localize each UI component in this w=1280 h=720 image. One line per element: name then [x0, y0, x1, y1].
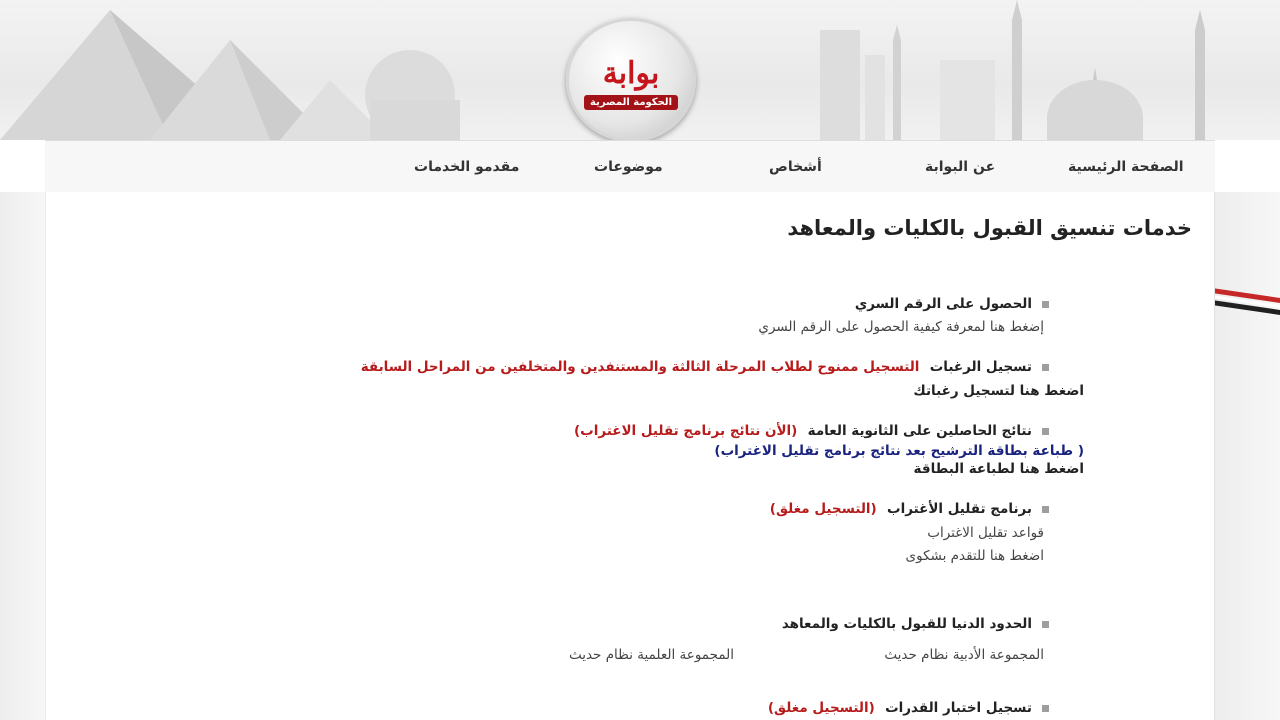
section-secret-number: [855, 295, 1049, 313]
section-preferences: [361, 358, 1049, 376]
site-logo[interactable]: [566, 18, 696, 140]
complaint-link[interactable]: اضغط هنا للتقدم بشكوى: [905, 548, 1044, 564]
main-nav: [45, 140, 1215, 192]
logo-main-text: بوابة: [602, 55, 660, 91]
nav-item-people[interactable]: أشخاص: [769, 159, 822, 175]
min-limits-title: الحدود الدنيا للقبول بالكليات والمعاهد: [781, 616, 1032, 632]
alienation-rules-link[interactable]: قواعد تقليل الاغتراب: [927, 525, 1044, 541]
left-shade: [0, 192, 45, 720]
section-alienation: [770, 500, 1049, 518]
scientific-group-link[interactable]: المجموعة العلمية نظام حديث: [568, 647, 734, 663]
right-shade: [1215, 192, 1280, 720]
section-results: [574, 422, 1049, 440]
results-print-note: ( طباعة بطاقة الترشيح بعد نتائج برنامج تقليل الاغتراب): [714, 443, 1084, 459]
alienation-title: برنامج تقليل الأغتراب: [887, 501, 1032, 517]
preferences-notice: التسجيل ممنوح لطلاب المرحلة الثالثة والمستنفدين والمتخلفين من المراحل السابقة: [360, 359, 920, 375]
nav-item-topics[interactable]: موضوعات: [594, 159, 663, 175]
results-title: نتائج الحاصلين على الثانوية العامة: [807, 423, 1032, 439]
header-banner: [0, 0, 1280, 140]
nav-item-service-providers[interactable]: مقدمو الخدمات: [414, 159, 520, 175]
bullet-icon: [1042, 364, 1049, 371]
abilities-status: (التسجيل مغلق): [767, 700, 875, 716]
nav-item-about[interactable]: عن البوابة: [925, 159, 996, 175]
flag-ribbon: [1212, 284, 1280, 320]
alienation-status: (التسجيل مغلق): [769, 501, 877, 517]
print-card-link[interactable]: اضغط هنا لطباعة البطاقة: [913, 461, 1084, 477]
bullet-icon: [1042, 705, 1049, 712]
literary-group-link[interactable]: المجموعة الأدبية نظام حديث: [884, 647, 1044, 663]
bullet-icon: [1042, 621, 1049, 628]
section-min-limits: [782, 615, 1049, 633]
nav-item-home[interactable]: الصفحة الرئيسية: [1068, 159, 1184, 175]
register-preferences-link[interactable]: اضغط هنا لتسجيل رغباتك: [913, 383, 1084, 399]
logo-sub-text: الحكومة المصرية: [584, 95, 678, 110]
bullet-icon: [1042, 506, 1049, 513]
bullet-icon: [1042, 428, 1049, 435]
secret-number-title: الحصول على الرقم السري: [854, 296, 1032, 312]
preferences-title: تسجيل الرغبات: [929, 359, 1032, 375]
bullet-icon: [1042, 301, 1049, 308]
main-content: [45, 192, 1215, 720]
results-notice: (الأن نتائج برنامج تقليل الاغتراب): [574, 423, 798, 439]
secret-number-link[interactable]: إضغط هنا لمعرفة كيفية الحصول على الرقم السري: [758, 319, 1044, 335]
section-abilities: [768, 699, 1049, 717]
abilities-title: تسجيل اختبار القدرات: [885, 700, 1032, 716]
page-title: خدمات تنسيق القبول بالكليات والمعاهد: [787, 216, 1192, 240]
